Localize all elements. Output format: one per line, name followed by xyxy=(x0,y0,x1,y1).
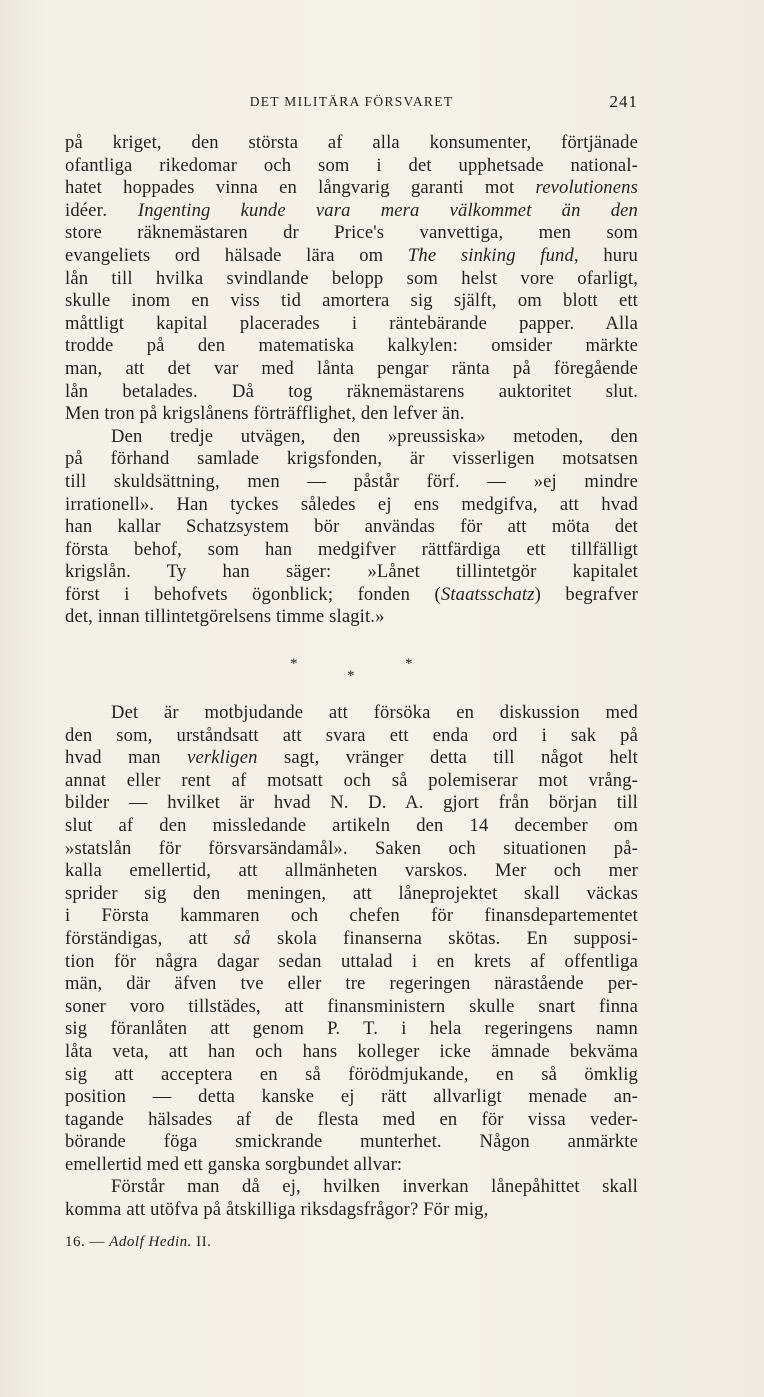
text-segment: det, innan tillintetgörelsens timme slagit.» xyxy=(65,606,385,628)
text-line xyxy=(65,561,638,584)
body-text-section-1 xyxy=(65,132,638,629)
text-segment: första behof, som han medgifver rättfärdiga ett tillfälligt xyxy=(65,538,638,560)
text-segment: ) begrafver xyxy=(534,583,638,605)
asterism-star: * xyxy=(290,656,298,672)
text-segment: i Första kammaren och chefen för finansdepartementet xyxy=(65,905,638,927)
text-line xyxy=(65,403,638,426)
text-line xyxy=(65,516,638,539)
text-line xyxy=(65,606,638,629)
text-segment: han kallar Schatzsystem bör användas för att möta det xyxy=(65,516,638,538)
text-line xyxy=(65,838,638,861)
paragraph xyxy=(65,702,638,1176)
text-segment: emellertid med ett ganska sorgbundet allvar: xyxy=(65,1153,403,1175)
text-segment: Det är motbjudande att försöka en diskussion med xyxy=(111,702,638,723)
text-line xyxy=(65,792,638,815)
section-break xyxy=(65,652,638,688)
text-segment: sprider sig den meningen, att låneprojektet skall väckas xyxy=(65,882,638,904)
text-line xyxy=(65,1086,638,1109)
text-line xyxy=(65,1041,638,1064)
text-line xyxy=(65,815,638,838)
text-line xyxy=(65,426,638,449)
body-text-section-2 xyxy=(65,702,638,1222)
text-segment: till skuldsättning, men — påstår förf. — »ej mindre xyxy=(65,470,638,492)
text-line xyxy=(65,1064,638,1087)
text-line xyxy=(65,1154,638,1177)
text-line xyxy=(65,973,638,996)
text-segment: låta veta, att han och hans kolleger icke ämnade bekväma xyxy=(65,1040,638,1062)
text-segment: börande föga smickrande munterhet. Någon anmärkte xyxy=(65,1131,638,1153)
text-line xyxy=(65,222,638,245)
text-segment: sagt, vränger detta till något helt xyxy=(257,747,638,769)
text-segment: position — detta kanske ej rätt allvarligt menade an- xyxy=(65,1086,638,1108)
text-line xyxy=(65,996,638,1019)
text-line xyxy=(65,539,638,562)
text-line xyxy=(65,1131,638,1154)
text-segment: annat eller rent af motsatt och så polemiserar mot vrång- xyxy=(65,769,638,791)
text-segment: tagande hälsades af de flesta med en för vissa veder- xyxy=(65,1108,638,1130)
italic-segment: verkligen xyxy=(187,747,258,769)
text-segment: man, att det var med lånta pengar ränta på föregående xyxy=(65,357,638,379)
text-segment: komma att utöfva på åtskilliga riksdagsfrågor? För mig, xyxy=(65,1199,489,1221)
text-segment: Den tredje utvägen, den »preussiska» metoden, den xyxy=(111,425,638,447)
text-line xyxy=(65,200,638,223)
text-segment: hvad man xyxy=(65,747,188,769)
text-line xyxy=(65,268,638,291)
text-line xyxy=(65,1199,638,1222)
page-footer xyxy=(65,1234,211,1251)
text-line xyxy=(65,494,638,517)
text-segment: lån betalades. Då tog räknemästarens auktoritet slut. xyxy=(65,380,638,402)
text-segment: förständigas, att xyxy=(65,927,234,949)
text-line xyxy=(65,928,638,951)
text-line xyxy=(65,132,638,155)
text-line xyxy=(65,471,638,494)
text-line xyxy=(65,448,638,471)
text-line xyxy=(65,155,638,178)
page-header xyxy=(65,92,638,116)
text-line xyxy=(65,905,638,928)
text-segment: Förstår man då ej, hvilken inverkan lånepåhittet skall xyxy=(111,1176,638,1198)
text-line xyxy=(65,381,638,404)
paragraph xyxy=(65,1176,638,1221)
text-segment: trodde på den matematiska kalkylen: omsider märkte xyxy=(65,335,638,357)
asterism-star: * xyxy=(405,656,413,672)
text-line xyxy=(65,335,638,358)
signature-mark: 16. — xyxy=(65,1234,105,1250)
italic-segment: Staatsschatz xyxy=(440,583,535,605)
text-segment: den som, urståndsatt att svara ett enda ord i sak på xyxy=(65,724,638,746)
paragraph xyxy=(65,132,638,426)
italic-segment: . Ingenting kunde vara mera välkommet än den xyxy=(102,199,638,221)
paragraph xyxy=(65,426,638,629)
text-line xyxy=(65,358,638,381)
text-segment: krigslån. Ty han säger: »Lånet tillintetgör kapitalet xyxy=(65,561,638,583)
text-segment: skola finanserna skötas. En supposi- xyxy=(250,927,638,949)
text-line xyxy=(65,584,638,607)
footer-author: Adolf Hedin. xyxy=(109,1234,192,1250)
footer-volume: II. xyxy=(196,1234,212,1250)
text-segment: slut af den missledande artikeln den 14 december om xyxy=(65,814,638,836)
text-line xyxy=(65,1176,638,1199)
text-segment: store räknemästaren dr Price's vanvettiga, men som xyxy=(65,222,638,244)
text-segment: , huru xyxy=(573,244,639,266)
text-line xyxy=(65,290,638,313)
text-line xyxy=(65,883,638,906)
text-segment: evangeliets ord hälsade lära om xyxy=(65,244,408,266)
text-line xyxy=(65,770,638,793)
text-segment: skulle inom en viss tid amortera sig själft, om blott ett xyxy=(65,290,638,312)
text-segment: hatet hoppades vinna en långvarig garanti mot xyxy=(65,177,536,199)
page-number: 241 xyxy=(609,92,638,111)
running-head: DET MILITÄRA FÖRSVARET xyxy=(249,94,454,109)
text-segment: irrationell». Han tyckes således ej ens medgifva, att hvad xyxy=(65,493,638,515)
text-line xyxy=(65,245,638,268)
text-segment: män, där äfven tve eller tre regeringen närastående per- xyxy=(65,973,638,995)
italic-segment: revolutionens xyxy=(535,177,638,199)
text-segment: sig att acceptera en så förödmjukande, en så ömklig xyxy=(65,1063,638,1085)
text-line xyxy=(65,1109,638,1132)
text-line xyxy=(65,702,638,725)
italic-segment: The sinking fund xyxy=(407,244,574,266)
italic-segment: så xyxy=(233,927,251,949)
text-line xyxy=(65,951,638,974)
text-line xyxy=(65,1018,638,1041)
text-segment: på kriget, den största af alla konsumenter, förtjänade xyxy=(65,132,638,153)
text-segment: »statslån för försvarsändamål». Saken och situationen på- xyxy=(65,837,638,859)
text-segment: bilder — hvilket är hvad N. D. A. gjort från början till xyxy=(65,792,638,814)
text-line xyxy=(65,177,638,200)
text-segment: idéer xyxy=(65,199,103,221)
text-line xyxy=(65,725,638,748)
text-line xyxy=(65,860,638,883)
text-segment: på förhand samlade krigsfonden, är visserligen motsatsen xyxy=(65,448,638,470)
text-segment: Men tron på krigslånens förträfflighet, den lefver än. xyxy=(65,403,465,425)
text-segment: sig föranlåten att genom P. T. i hela regeringens namn xyxy=(65,1018,638,1040)
text-segment: tion för några dagar sedan uttalad i en krets af offentliga xyxy=(65,950,638,972)
text-segment: soner voro tillstädes, att finansministern skulle snart finna xyxy=(65,995,638,1017)
text-segment: ofantliga rikedomar och som i det upphetsade national- xyxy=(65,154,638,176)
text-line xyxy=(65,747,638,770)
text-line xyxy=(65,313,638,336)
text-segment: måttligt kapital placerades i räntebärande papper. Alla xyxy=(65,312,638,334)
text-segment: kalla emellertid, att allmänheten varskos. Mer och mer xyxy=(65,860,638,882)
asterism-star: * xyxy=(347,668,355,684)
text-segment: lån till hvilka svindlande belopp som helst vore ofarligt, xyxy=(65,267,638,289)
text-segment: först i behofvets ögonblick; fonden ( xyxy=(65,583,441,605)
